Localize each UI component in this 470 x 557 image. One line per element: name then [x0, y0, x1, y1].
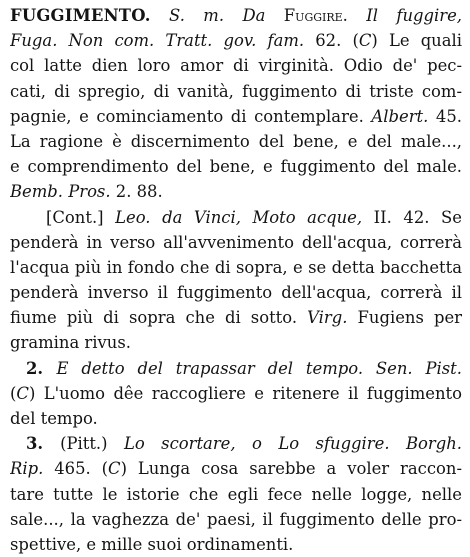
text-run: e comprendimento del bene, e fuggimento del male.: [10, 157, 462, 177]
text-run: 62. (: [304, 31, 359, 51]
entry-line-4: [10, 79, 462, 104]
entry-line-13: [10, 305, 462, 330]
text-run: [Cont.]: [46, 207, 116, 227]
text-run: Leo. da Vinci, Moto acque,: [115, 207, 363, 227]
text-run: Albert.: [371, 106, 429, 126]
text-run: Virg.: [307, 308, 348, 328]
entry-line-10: [10, 230, 462, 255]
text-run: E detto del trapassar del tempo. Sen. Pist.: [56, 358, 462, 378]
text-run: S. m.: [169, 6, 225, 25]
entry-line-19: [10, 456, 462, 481]
text-run: tare tutte le istorie che egli fece nelle logge, nelle: [10, 484, 462, 504]
text-run: (: [10, 383, 17, 403]
text-run: Lo scortare, o Lo sfuggire. Borgh.: [123, 434, 462, 454]
entry-line-8: [10, 179, 462, 204]
entry-line-7: [10, 154, 462, 179]
text-run: col latte dien loro amor di virginità. Odio de' pec-: [10, 56, 462, 76]
text-run: l'acqua più in fondo che di sopra, e se detta bacchetta: [10, 257, 462, 277]
text-run: [265, 6, 283, 25]
text-run: spettive, e mille suoi ordinamenti.: [10, 534, 294, 554]
text-run: ) Le quali: [371, 31, 462, 51]
text-run: 465. (: [43, 459, 109, 479]
text-run: gramina rivus.: [10, 333, 131, 353]
entry-line-16: [10, 381, 462, 406]
text-run: 3.: [26, 434, 61, 454]
text-run: Fuggire: [283, 6, 343, 25]
text-run: 45.: [428, 106, 462, 126]
entry-line-15: [10, 356, 462, 381]
text-run: Fugiens per: [347, 308, 462, 328]
text-run: C: [358, 31, 372, 51]
text-run: ) Lunga cosa sarebbe a voler raccon-: [120, 459, 462, 479]
text-run: cati, di spregio, di vanità, fuggimento di triste com-: [10, 81, 462, 101]
text-run: 2.: [26, 358, 57, 378]
text-run: FUGGIMENTO.: [10, 6, 151, 25]
text-run: La ragione è discernimento del bene, e del male...,: [10, 131, 462, 151]
text-run: pagnie, e cominciamento di contemplare.: [10, 106, 372, 126]
text-run: II. 42. Se: [362, 207, 462, 227]
text-run: penderà in verso all'avvenimento dell'acqua, correrà: [10, 232, 462, 252]
entry-line-20: [10, 482, 462, 507]
text-run: .: [342, 6, 367, 25]
text-run: ) L'uomo dêe raccogliere e ritenere il fuggimento: [28, 383, 462, 403]
entry-line-22: [10, 532, 462, 557]
text-run: Fuga. Non com. Tratt. gov. fam.: [10, 31, 305, 51]
text-run: fiume più di sopra che di sotto.: [10, 308, 308, 328]
text-run: [224, 6, 242, 25]
entry-line-2: [10, 28, 462, 53]
entry-line-14: [10, 330, 462, 355]
entry-line-5: [10, 104, 462, 129]
entry-line-6: [10, 129, 462, 154]
entry-line-3: [10, 53, 462, 78]
text-run: Bemb. Pros.: [10, 182, 111, 202]
text-run: Da: [242, 6, 266, 25]
text-run: Il fuggire,: [366, 6, 462, 25]
text-run: (Pitt.): [60, 434, 124, 454]
text-run: penderà inverso il fuggimento dell'acqua, correrà il: [10, 283, 462, 303]
entry-line-9: [10, 205, 462, 230]
text-run: [151, 6, 169, 25]
entry-line-12: [10, 280, 462, 305]
text-run: Rip.: [10, 459, 44, 479]
text-run: C: [108, 459, 121, 479]
text-run: sale..., la vaghezza de' paesi, il fuggimento delle pro-: [10, 509, 462, 529]
entry-line-21: [10, 507, 462, 532]
text-run: C: [16, 383, 29, 403]
text-run: del tempo.: [10, 409, 98, 428]
entry-line-11: [10, 255, 462, 280]
text-run: 2. 88.: [110, 182, 163, 202]
entry-line-18: [10, 431, 462, 456]
entry-line-1: [10, 3, 462, 28]
entry-line-17: [10, 406, 462, 431]
